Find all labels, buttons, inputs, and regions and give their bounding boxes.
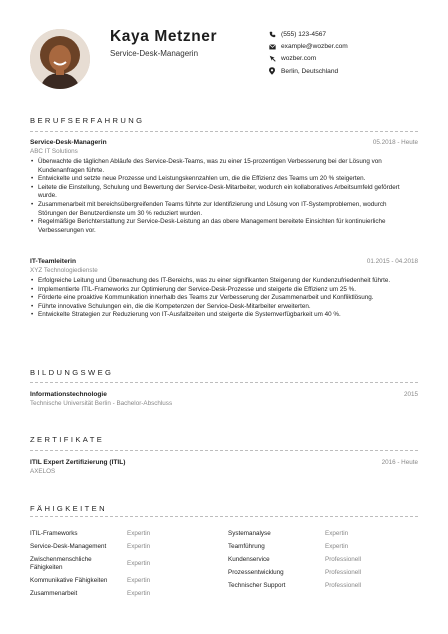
skill-name: Prozessentwicklung [228,568,284,576]
certificate-entry [30,459,418,477]
contact-email[interactable] [268,40,348,52]
bullet-item: • Implementierte ITIL-Frameworks zur Optimierung der Service-Desk-Prozesse und steigerte die Effizienz um 25 %. [30,286,414,295]
experience-entry [30,139,418,235]
contact-location [268,65,348,77]
skill-row [30,527,220,540]
skill-name: Service-Desk-Management [30,542,107,550]
bullet-item: • Förderte eine proaktive Kommunikation innerhalb des Teams zur Verbesserung der Zusammenarbeit und Konfliktlösung. [30,294,414,303]
resume-header [0,0,448,100]
bullet-item: • Zusammenarbeit mit bereichsübergreifenden Teams führte zur Identifizierung und Lösung von IT-Systemproblemen, wodurch Störungen der Benutzerdienste um 30 % reduziert wurden. [30,201,414,218]
experience-entry [30,258,418,320]
bullet-list [30,158,418,235]
skill-name: Teamführung [228,542,265,550]
skill-name: Systemanalyse [228,529,271,537]
skill-level: Expertin [127,577,151,584]
skill-level: Expertin [325,543,349,550]
section-divider [30,516,418,517]
job-title: Service-Desk-Managerin [110,49,199,58]
education-entry [30,391,418,409]
location-text: Berlin, Deutschland [281,67,339,75]
contact-phone [268,28,348,40]
entry-issuer: AXELOS [30,468,56,475]
skill-row [30,540,220,553]
skill-row [30,553,220,574]
skill-level: Expertin [127,543,151,550]
certificates-section [30,435,418,444]
bullet-item: • Überwachte die täglichen Abläufe des Service-Desk-Teams, was zu einer 15-prozentigen Verbesserung bei der Lösung von Kundenanfragen führte. [30,158,414,175]
skill-level: Professionell [325,582,362,589]
contact-website[interactable] [268,53,348,65]
bullet-item: • Entwickelte und setzte neue Prozesse und Leistungskennzahlen um, die die Effizienz des Teams um 20 % steigerten. [30,175,414,184]
entry-title: ITIL Expert Zertifizierung (ITIL) [30,459,126,466]
skill-name: Kundenservice [228,555,270,563]
section-divider [30,450,418,451]
skill-level: Professionell [325,556,362,563]
portrait-photo [30,29,90,89]
skill-row [228,566,418,579]
entry-date: 01.2015 - 04.2018 [366,258,418,265]
entry-company: ABC IT Solutions [30,148,78,155]
mail-icon [268,43,276,51]
entry-title: IT-Teamleiterin [30,258,77,265]
phone-text: (555) 123-4567 [281,30,327,38]
skills-heading: FÄHIGKEITEN [30,504,108,513]
bullet-list [30,277,418,320]
skills-column-right [228,527,418,592]
entry-company: XYZ Technologiedienste [30,267,98,274]
link-icon [268,55,276,63]
candidate-name: Kaya Metzner [110,28,218,45]
certificates-heading: ZERTIFIKATE [30,435,105,444]
skills-section [30,504,418,513]
skill-name: ITIL-Frameworks [30,529,78,537]
skill-row [228,527,418,540]
skill-level: Expertin [127,560,151,567]
contact-list [268,28,348,78]
bullet-item: • Entwickelte Strategien zur Reduzierung von IT-Ausfallzeiten und steigerte die Systemverfügbarkeit um 40 %. [30,311,414,320]
section-divider [30,131,418,132]
bullet-item: • Führte innovative Schulungen ein, die die Kompetenzen der Service-Desk-Mitarbeiter erweiterten. [30,303,414,312]
skill-row [228,540,418,553]
entry-title: Informationstechnologie [30,391,107,398]
skill-row [30,587,220,600]
bullet-item: • Leitete die Einstellung, Schulung und Bewertung der Service-Desk-Mitarbeiter, wodurch ein kollaboratives Arbeitsumfeld gefördert wurde. [30,184,414,201]
bullet-item: • Erfolgreiche Leitung und Überwachung des IT-Bereichs, was zu einer signifikanten Steigerung der Kundenzufriedenheit führte. [30,277,414,286]
bullet-item: • Regelmäßige Berichterstattung zur Service-Desk-Leistung an das obere Management bereitete Einsichten für kontinuierliche Verbesserungen vor. [30,218,414,235]
skills-column-left [30,527,220,600]
entry-title: Service-Desk-Managerin [30,139,107,146]
skill-name: Technischer Support [228,581,286,589]
skill-level: Expertin [127,590,151,597]
section-divider [30,382,418,383]
skill-name: Zusammenarbeit [30,589,78,597]
skill-row [228,553,418,566]
skill-level: Expertin [325,530,349,537]
avatar [30,29,90,89]
education-heading: BILDUNGSWEG [30,368,114,377]
entry-date: 2016 - Heute [381,459,418,466]
experience-heading: BERUFSERFAHRUNG [30,116,145,125]
skill-name: Kommunikative Fähigkeiten [30,576,108,584]
location-icon [268,67,276,75]
skill-row [30,574,220,587]
skill-level: Expertin [127,530,151,537]
skill-name: Zwischenmenschliche Fähigkeiten [30,555,92,571]
entry-date: 05.2018 - Heute [372,139,418,146]
email-text: example@wozber.com [281,43,348,51]
skill-row [228,579,418,592]
entry-date: 2015 [403,391,418,398]
education-section [30,368,418,377]
phone-icon [268,30,276,38]
experience-section [30,116,418,125]
website-text: wozber.com [281,55,317,63]
skill-level: Professionell [325,569,362,576]
entry-institution: Technische Universität Berlin - Bachelor-Abschluss [30,400,173,407]
